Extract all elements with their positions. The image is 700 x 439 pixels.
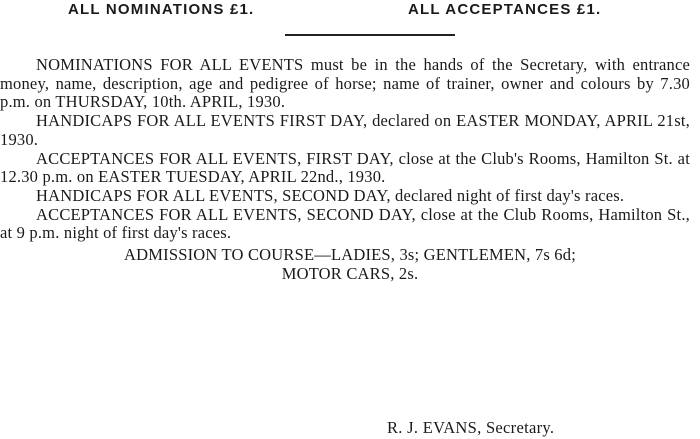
notice-body [0, 56, 700, 283]
acceptances-second-day-paragraph: ACCEPTANCES FOR ALL EVENTS, SECOND DAY, close at the Club Rooms, Hamilton St., at 9 p.m. night of first day's races. [0, 204, 690, 243]
acceptances-first-day-paragraph: ACCEPTANCES FOR ALL EVENTS, FIRST DAY, close at the Club's Rooms, Hamilton St. at 12.30 p.m. on EASTER TUESDAY, APRIL 22nd., 1930. [0, 148, 690, 187]
admission-line-2: MOTOR CARS, 2s. [281, 263, 419, 283]
nominations-fee-heading: ALL NOMINATIONS £1. [68, 1, 255, 18]
admission-line-1: ADMISSION TO COURSE—LADIES, 3s; GENTLEMEN, 7s 6d; [124, 245, 576, 265]
handicaps-first-day-paragraph: HANDICAPS FOR ALL EVENTS FIRST DAY, declared on EASTER MONDAY, APRIL 21st, 1930. [0, 111, 690, 149]
nominations-paragraph: NOMINATIONS FOR ALL EVENTS must be in the hands of the Secretary, with entrance money, name, description, age and pedigree of horse; name of trainer, owner and colours by 7.30 p.m. on THURSDAY, 10th. APRIL, 1930. [0, 55, 690, 112]
divider-rule [285, 34, 455, 36]
secretary-signature: R. J. EVANS, Secretary. [387, 418, 555, 437]
acceptances-fee-heading: ALL ACCEPTANCES £1. [408, 1, 602, 18]
handicaps-second-day-paragraph: HANDICAPS FOR ALL EVENTS, SECOND DAY, declared night of first day's races. [36, 185, 625, 205]
heading-row [0, 1, 700, 23]
